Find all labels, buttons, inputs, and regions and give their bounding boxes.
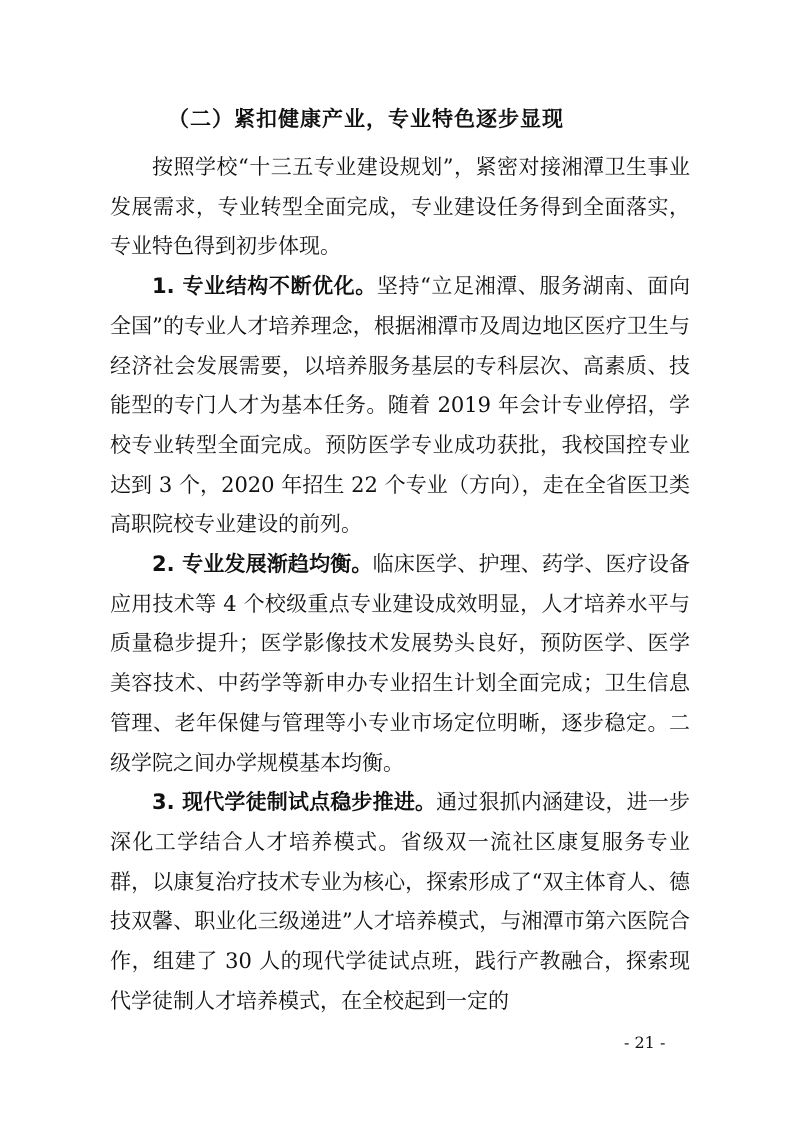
paragraph-text: 通过狠抓内涵建设，进一步深化工学结合人才培养模式。省级双一流社区康复服务专业群，以康复治疗技术专业为核心，探索形成了“双主体育人、德技双馨、职业化三级递进”人才培养模式，与湘潭市第六医院合作，组建了 30 人的现代学徒试点班，践行产教融合，探索现代学徒制人才培养模式，在全校起到一定的 (110, 790, 691, 1013)
intro-paragraph: 按照学校“十三五专业建设规划”，紧密对接湘潭卫生事业发展需求，专业转型全面完成，专业建设任务得到全面落实，专业特色得到初步体现。 (110, 155, 690, 259)
paragraph-text: 坚持“立足湘潭、服务湖南、面向全国”的专业人才培养理念，根据湘潭市及周边地区医疗卫生与经济社会发展需要，以培养服务基层的专科层次、高素质、技能型的专门人才为基本任务。随着 2019 年会计专业停招，学校专业转型全面完成。预防医学专业成功获批，我校国控专业达到 3 个，2020 年招生 22 个专业（方向），走在全省医卫类高职院校专业建设的前列。 (110, 274, 690, 537)
paragraph-lead: 2. 专业发展渐趋均衡。 (152, 552, 373, 577)
paragraph-apprenticeship (110, 783, 690, 1021)
section-heading: （二）紧扣健康产业，专业特色逐步显现 (168, 107, 564, 131)
body-text (110, 148, 690, 1021)
page-number: - 21 - (624, 1033, 666, 1052)
paragraph-structure (110, 267, 690, 545)
paragraph-lead: 3. 现代学徒制试点稳步推进。 (152, 790, 437, 815)
paragraph-balance (110, 545, 690, 783)
paragraph-text: 临床医学、护理、药学、医疗设备应用技术等 4 个校级重点专业建设成效明显，人才培养水平与质量稳步提升；医学影像技术发展势头良好，预防医学、医学美容技术、中药学等新申办专业招生计划全面完成；卫生信息管理、老年保健与管理等小专业市场定位明晰，逐步稳定。二级学院之间办学规模基本均衡。 (110, 552, 690, 775)
paragraph-lead: 1. 专业结构不断优化。 (152, 274, 377, 299)
